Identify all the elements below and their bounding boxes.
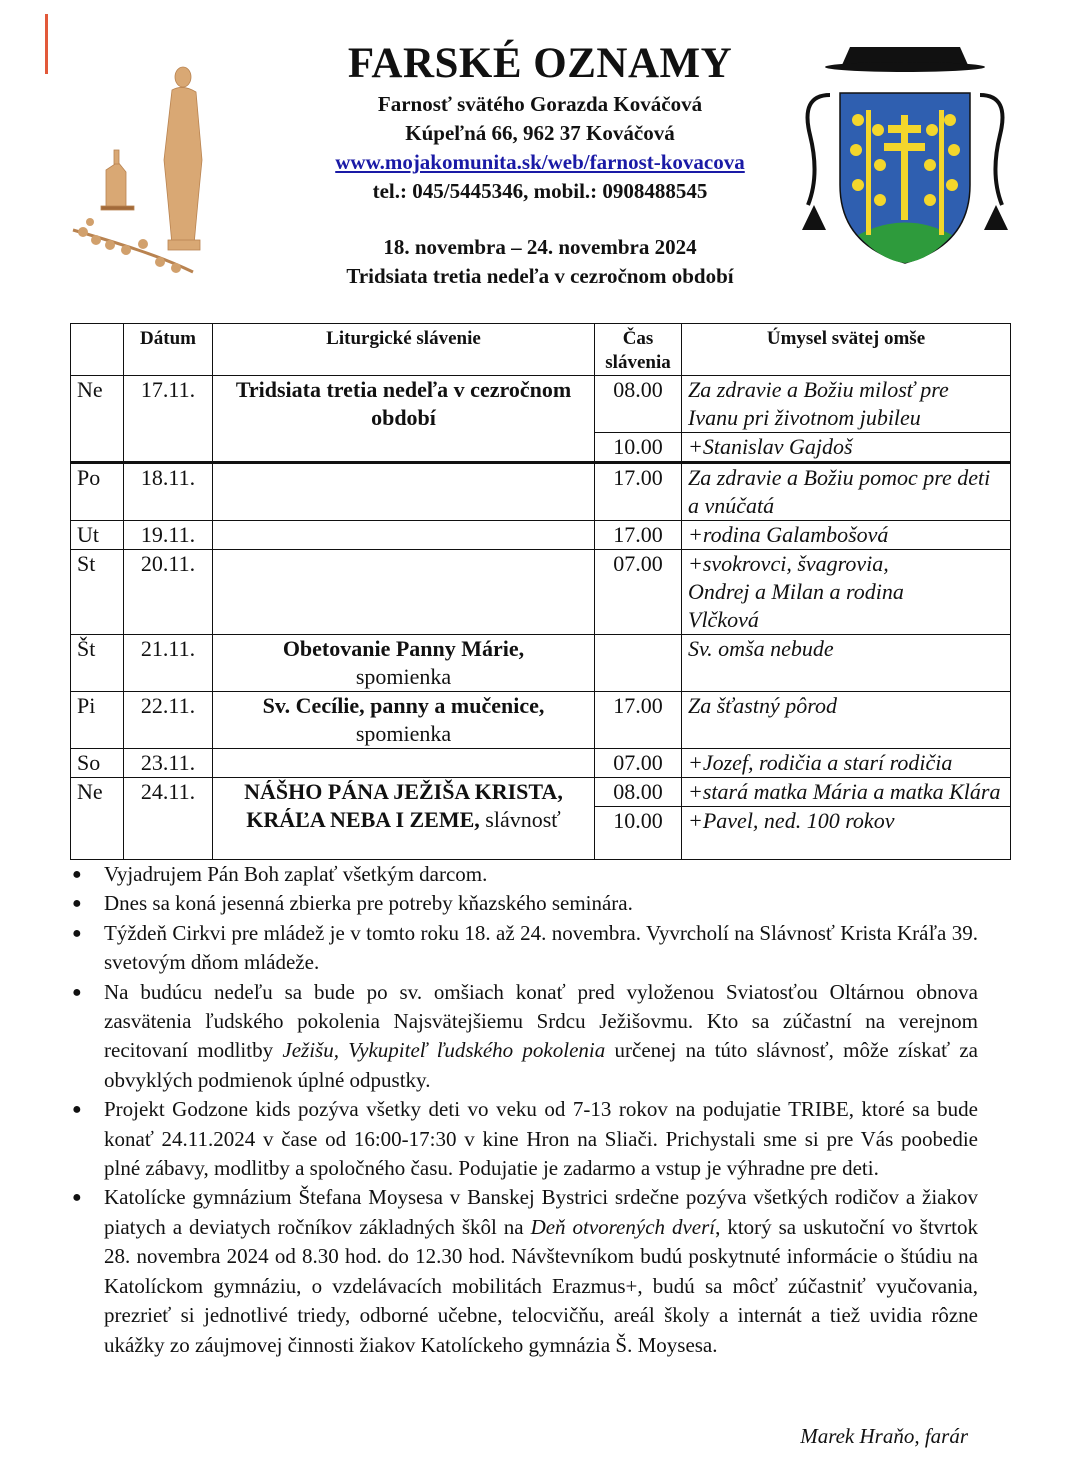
list-item: ● Dnes sa koná jesenná zbierka pre potreby kňazského seminára. (70, 889, 978, 918)
accent-marker (45, 14, 48, 74)
mass-schedule-table (70, 323, 1011, 860)
date-cell: 17.11. (124, 376, 213, 463)
saint-statue-image (68, 50, 208, 275)
date-cell: 21.11. (124, 635, 213, 692)
day-cell: Pi (71, 692, 124, 749)
table-row (71, 463, 1011, 521)
table-row (71, 749, 1011, 778)
intention-cell: +Jozef, rodičia a starí rodičia (682, 749, 1011, 778)
liturgy-cell (213, 749, 595, 778)
intention-cell: +Pavel, ned. 100 rokov (682, 807, 1011, 860)
intention-cell: Za zdravie a Božiu pomoc pre deti a vnúčatá (682, 463, 1011, 521)
header (280, 38, 800, 291)
intention-cell: Za šťastný pôrod (682, 692, 1011, 749)
day-cell: Po (71, 463, 124, 521)
liturgy-cell (213, 521, 595, 550)
liturgy-cell: NÁŠHO PÁNA JEŽIŠA KRISTA, KRÁĽA NEBA I ZEME, slávnosť (213, 778, 595, 860)
intention-cell: +stará matka Mária a matka Klára (682, 778, 1011, 807)
time-cell: 08.00 (595, 376, 682, 433)
list-item: ● Na budúcu nedeľu sa bude po sv. omšiach konať pred vyloženou Sviatosťou Oltárnou obnova zasvätenia ľudského pokolenia Najsvätejšiemu Srdcu Ježišovmu. Kto sa zúčastní na verejnom recitovaní modlitby Ježišu, Vykupiteľ ľudského pokolenia určenej na túto slávnosť, môže získať za obvyklých podmienok úplné odpustky. (72, 979, 978, 1092)
time-cell: 10.00 (595, 807, 682, 860)
day-cell: Ut (71, 521, 124, 550)
col-header-date: Dátum (124, 324, 213, 376)
day-cell: St (71, 550, 124, 635)
time-cell: 10.00 (595, 433, 682, 463)
liturgy-cell: Tridsiata tretia nedeľa v cezročnom období (213, 376, 595, 463)
intention-cell: Sv. omša nebude (682, 635, 1011, 692)
list-item: ● Projekt Godzone kids pozýva všetky deti vo veku od 7-13 rokov na podujatie TRIBE, ktoré sa bude konať 24.11.2024 v čase od 16:00-17:30 v kine Hron na Sliači. Prichystali sme si pre Vás poobedie plné zábavy, modlitby a spoločného času. Podujatie je zadarmo a vstup je výhradne pre deti. (72, 1097, 978, 1181)
bullet-icon: ● (72, 924, 82, 942)
website-link[interactable]: www.mojakomunita.sk/web/farnost-kovacova (335, 150, 745, 174)
page-title: FARSKÉ OZNAMY (347, 40, 733, 87)
liturgy-cell: Sv. Cecílie, panny a mučenice, spomienka (213, 692, 595, 749)
parish-address: Kúpeľná 66, 962 37 Kováčová (405, 121, 675, 145)
table-row (71, 692, 1011, 749)
announcements (70, 860, 978, 1360)
intention-cell: +svokrovci, švagrovia, Ondrej a Milan a rodina Vlčková (682, 550, 1011, 635)
intention-cell: +Stanislav Gajdoš (682, 433, 1011, 463)
intention-cell: Za zdravie a Božiu milosť pre Ivanu pri životnom jubileu (682, 376, 1011, 433)
week-range: 18. novembra – 24. novembra 2024 (383, 235, 697, 259)
table-row (71, 778, 1011, 807)
col-header-time: Čas slávenia (595, 324, 682, 376)
date-cell: 24.11. (124, 778, 213, 860)
col-header-intention: Úmysel svätej omše (682, 324, 1011, 376)
date-cell: 22.11. (124, 692, 213, 749)
liturgy-cell (213, 463, 595, 521)
time-cell: 17.00 (595, 463, 682, 521)
date-cell: 18.11. (124, 463, 213, 521)
day-cell: Št (71, 635, 124, 692)
bullet-icon: ● (72, 866, 82, 883)
col-header-liturgy: Liturgické slávenie (213, 324, 595, 376)
table-header-row (71, 324, 1011, 376)
table-row (71, 521, 1011, 550)
signature: Marek Hraňo, farár (800, 1424, 968, 1448)
date-cell: 20.11. (124, 550, 213, 635)
bullet-icon: ● (72, 1189, 82, 1207)
time-cell: 17.00 (595, 692, 682, 749)
time-cell: 17.00 (595, 521, 682, 550)
parish-name: Farnosť svätého Gorazda Kováčová (377, 92, 703, 116)
date-cell: 19.11. (124, 521, 213, 550)
bullet-icon: ● (72, 983, 82, 1001)
col-header-day (71, 324, 124, 376)
phone-line: tel.: 045/5445346, mobil.: 0908488545 (372, 179, 708, 203)
table-row (71, 635, 1011, 692)
bullet-icon: ● (72, 1101, 82, 1119)
week-name: Tridsiata tretia nedeľa v cezročnom období (346, 264, 734, 288)
bullet-icon: ● (72, 895, 82, 913)
time-cell (595, 635, 682, 692)
time-cell: 07.00 (595, 550, 682, 635)
liturgy-cell (213, 550, 595, 635)
time-cell: 07.00 (595, 749, 682, 778)
intention-cell: +rodina Galambošová (682, 521, 1011, 550)
day-cell: So (71, 749, 124, 778)
date-cell: 23.11. (124, 749, 213, 778)
time-cell: 08.00 (595, 778, 682, 807)
liturgy-cell: Obetovanie Panny Márie, spomienka (213, 635, 595, 692)
table-row (71, 550, 1011, 635)
coat-of-arms-image (800, 35, 1010, 270)
day-cell: Ne (71, 778, 124, 860)
list-item: ● Týždeň Cirkvi pre mládež je v tomto roku 18. až 24. novembra. Vyvrcholí na Slávnosť Krista Kráľa 39. svetovým dňom mládeže. (72, 920, 978, 975)
list-item: ● Katolícke gymnázium Štefana Moysesa v Banskej Bystrici srdečne pozýva všetkých rodičov a žiakov piatych a deviatych ročníkov základných škôl na Deň otvorených dverí, ktorý sa uskutoční vo štvrtok 28. novembra 2024 od 8.30 hod. do 12.30 hod. Návštevníkom budú poskytnuté informácie o štúdiu na Katolíckom gymnáziu, o vzdelávacích mobilitách Erazmus+, budú sa môcť zúčastniť vyučovania, prezrieť si jednotlivé triedy, odborné učebne, telocvičňu, areál školy a internát a tiež uvidia rôzne ukážky zo záujmovej činnosti žiakov Katolíckeho gymnázia Š. Moysesa. (72, 1185, 978, 1357)
day-cell: Ne (71, 376, 124, 463)
table-row (71, 376, 1011, 433)
list-item: ● Vyjadrujem Pán Boh zaplať všetkým darcom. (70, 860, 978, 889)
